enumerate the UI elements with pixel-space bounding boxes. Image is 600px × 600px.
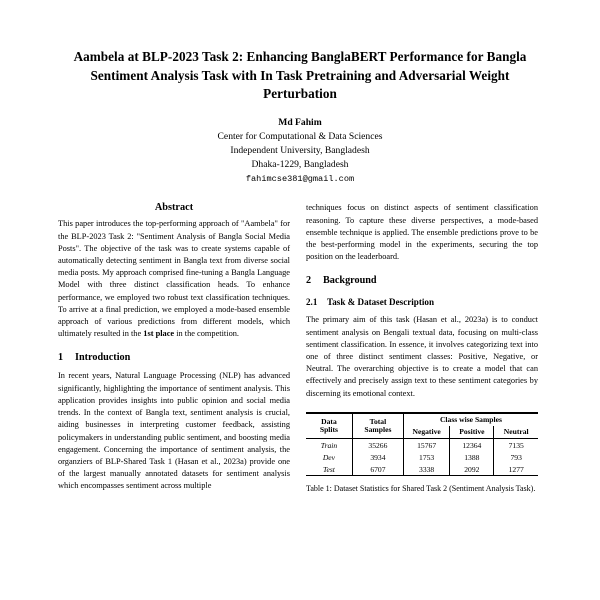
abstract-paragraph — [58, 218, 290, 340]
section-title-introduction: Introduction — [75, 352, 131, 364]
abstract-text-part-1: This paper introduces the top-performing approach of "Aambela" for the BLP-2023 Task 2: "Sentiment Analysis of Bangla Social Media Posts". The objective of the task was to create systems capable of automatically detecting sentiment in Bangla text from diverse social media posts. My approach comprised fine-tuning a Bangla Language Model with three distinct classification heads. To enhance performance, we employed two robust text classification techniques. To arrive at a final prediction, we employed a mode-based ensemble approach of various predictions from different models, which ultimately resulted in the — [58, 219, 290, 339]
subsection-title-task-dataset: Task & Dataset Description — [327, 297, 435, 308]
task-dataset-paragraph: The primary aim of this task (Hasan et al., 2023a) is to conduct sentiment analysis on Bengali textual data, focusing on multi-class sentiment classification. In essence, it involves categorizing text into one of three distinct sentiment classes: Positive, Negative, or Neutral. The overarching objective is to create a model that can effectively and precisely assign text to these sentiment categories by discerning its emotional context. — [306, 315, 538, 398]
author-block — [58, 116, 542, 185]
table-row — [306, 464, 538, 476]
left-column — [58, 202, 290, 494]
author-name: Md Fahim — [278, 117, 322, 129]
row-total-samples: 3934 — [352, 452, 403, 464]
subsection-number-task-dataset: 2.1 — [306, 297, 318, 308]
row-positive: 2092 — [450, 464, 494, 476]
table-header-data-splits-line-2: Splits — [319, 425, 339, 435]
row-total-samples: 35266 — [352, 439, 403, 452]
table-header-negative: Negative — [403, 426, 449, 439]
table-header-total-samples — [352, 413, 403, 439]
row-positive: 1388 — [450, 452, 494, 464]
table-header-positive: Positive — [450, 426, 494, 439]
row-negative: 3338 — [403, 464, 449, 476]
table-header-data-splits — [306, 413, 352, 439]
row-negative: 15767 — [403, 439, 449, 452]
section-heading-introduction — [58, 352, 290, 363]
dataset-statistics-table-wrapper — [306, 412, 538, 495]
background-continued-paragraph: techniques focus on distinct aspects of sentiment classification reasoning. To capture these diverse perspectives, a mode-based ensemble technique is applied. The ensemble predictions prove to be the best-performing model in the experiments, securing the top position on the leaderboard. — [306, 203, 538, 262]
author-affiliation-line-2: Independent University, Bangladesh — [230, 145, 370, 157]
row-neutral: 7135 — [494, 439, 538, 452]
row-split-name: Test — [306, 464, 352, 476]
row-positive: 12364 — [450, 439, 494, 452]
section-title-background: Background — [323, 275, 377, 287]
section-number-introduction: 1 — [58, 352, 64, 364]
dataset-statistics-table — [306, 412, 538, 476]
introduction-paragraph: In recent years, Natural Language Processing (NLP) has advanced significantly, highlighting the importance of sentiment analysis. This application provides insights into public opinion and social media trends. In the context of Bangla text, sentiment analysis is crucial, aiding businesses in interpreting customer feedback, assisting policymakers in understanding public sentiment, and boosting media engagement. Concerning the importance of sentiment analysis, the organziers of BLP-Shared Task 1 (Hasan et al., 2023a) provide one of the largest manually annotated datasets for sentiment analysis which encompasses sentiment across multiple — [58, 371, 290, 491]
two-column-body — [58, 202, 542, 494]
abstract-bold-phrase: 1st place — [143, 329, 175, 339]
table-header-neutral: Neutral — [494, 426, 538, 439]
table-caption: Table 1: Dataset Statistics for Shared Task 2 (Sentiment Analysis Task). — [306, 484, 536, 494]
table-header-total-samples-line-2: Samples — [364, 425, 392, 435]
row-split-name: Dev — [322, 453, 336, 463]
row-total-samples: 6707 — [352, 464, 403, 476]
abstract-text-part-2: in the competition. — [174, 329, 239, 339]
author-affiliation-line-1: Center for Computational & Data Sciences — [217, 131, 383, 143]
table-row — [306, 439, 538, 452]
table-header-data-splits-line-1: Data — [321, 416, 337, 426]
section-heading-background — [306, 275, 538, 286]
row-negative: 1753 — [403, 452, 449, 464]
author-affiliation-line-3: Dhaka-1229, Bangladesh — [251, 158, 349, 170]
row-neutral: 1277 — [494, 464, 538, 476]
table-header-class-wise-samples: Class wise Samples — [403, 413, 538, 427]
table-header-row-1 — [306, 413, 538, 427]
abstract-heading: Abstract — [154, 202, 194, 214]
table-row — [306, 452, 538, 464]
section-number-background: 2 — [306, 275, 312, 287]
page-title: Aambela at BLP-2023 Task 2: Enhancing BanglaBERT Performance for Bangla Sentiment Analysis Task with In Task Pretraining and Adversarial Weight Perturbation — [73, 49, 527, 102]
table-header-total-samples-line-1: Total — [369, 416, 387, 426]
row-neutral: 793 — [494, 452, 538, 464]
subsection-heading-task-dataset — [306, 297, 538, 307]
row-split-name: Train — [320, 441, 338, 451]
right-column — [306, 202, 538, 494]
author-email: fahimcse381@gmail.com — [245, 173, 355, 184]
